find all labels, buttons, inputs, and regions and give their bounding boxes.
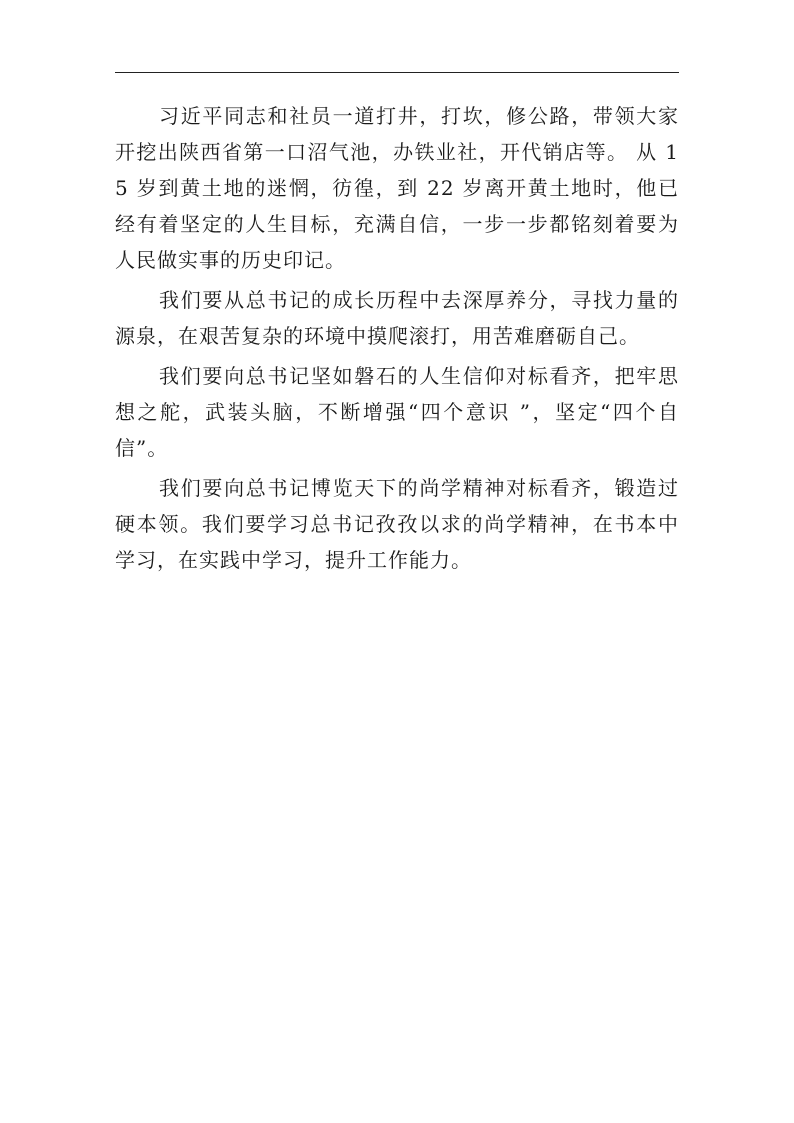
- header-rule: [115, 72, 679, 73]
- paragraph-4: 我们要向总书记博览天下的尚学精神对标看齐，锻造过硬本领。我们要学习总书记孜孜以求的尚学精神，在书本中学习，在实践中学习，提升工作能力。: [115, 476, 679, 572]
- paragraph-2: 我们要从总书记的成长历程中去深厚养分，寻找力量的源泉，在艰苦复杂的环境中摸爬滚打，用苦难磨砺自己。: [115, 288, 679, 348]
- document-body: [115, 98, 679, 582]
- paragraph-1: 习近平同志和社员一道打井，打坎，修公路，带领大家开挖出陕西省第一口沼气池，办铁业社，开代销店等。 从 15 岁到黄土地的迷惘，彷徨，到 22 岁离开黄土地时，他已经有着坚定的人生目标，充满自信，一步一步都铭刻着要为人民做实事的历史印记。: [115, 104, 679, 272]
- paragraph-3: 我们要向总书记坚如磐石的人生信仰对标看齐，把牢思想之舵，武装头脑，不断增强“四个意识 ”，坚定“四个自信”。: [115, 364, 679, 460]
